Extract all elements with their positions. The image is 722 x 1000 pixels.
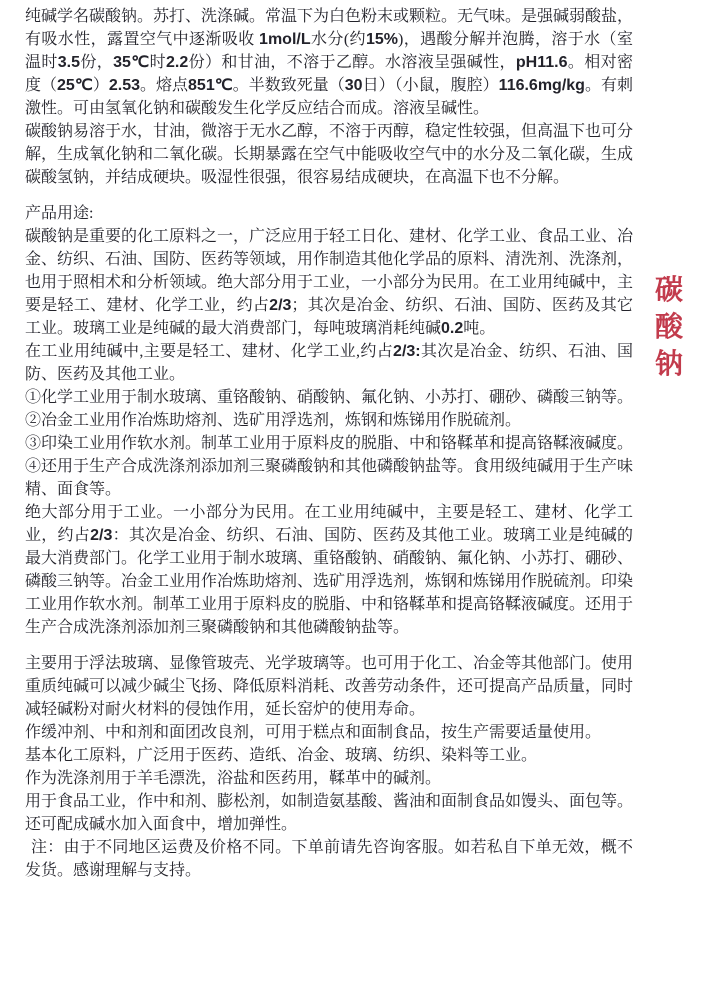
- uses-overview: 碳酸钠是重要的化工原料之一，广泛应用于轻工日化、建材、化学工业、食品工业、冶金、纺织、石油、国防、医药等领域，用作制造其他化学品的原料、清洗剂、洗涤剂，也用于照相术和分析领域。绝大部分用于工业，一小部分为民用。在工业用纯碱中，主要是轻工、建材、化学工业，约占2/3；其次是冶金、纺织、石油、国防、医药及其它工业。玻璃工业是纯碱的最大消费部门，每吨玻璃消耗纯碱0.2吨。: [25, 228, 634, 337]
- side-label-char: 酸: [654, 312, 683, 343]
- bold-value: 2/3: [90, 527, 113, 544]
- use-metallurgy: ②冶金工业用作冶炼助熔剂、选矿用浮选剂，炼钢和炼锑用作脱硫剂。: [25, 412, 522, 429]
- side-label-char: 钠: [654, 349, 683, 380]
- bold-value: 2.2: [165, 54, 189, 71]
- bold-value: 2/3:: [393, 343, 421, 360]
- bold-value: 30: [344, 77, 363, 94]
- basic-raw-material: 基本化工原料，广泛用于医药、造纸、冶金、玻璃、纺织、染料等工业。: [25, 747, 538, 764]
- bold-value: 2/3: [269, 297, 292, 314]
- food-buffer-use: 作缓冲剂、中和剂和面团改良剂，可用于糕点和面制食品，按生产需要适量使用。: [25, 724, 602, 741]
- use-chemical-industry: ①化学工业用于制水玻璃、重铬酸钠、硝酸钠、氟化钠、小苏打、硼砂、磷酸三钠等。: [25, 389, 634, 406]
- food-industry-use: 用于食品工业，作中和剂、膨松剂，如制造氨基酸、酱油和面制食品如馒头、面包等。还可配成碱水加入面食中，增加弹性。: [25, 793, 634, 833]
- uses-summary: 绝大部分用于工业。一小部分为民用。在工业用纯碱中，主要是轻工、建材、化学工业，约占2/3：其次是冶金、纺织、石油、国防、医药及其他工业。玻璃工业是纯碱的最大消费部门。化学工业用于制水玻璃、重铬酸钠、硝酸钠、氟化钠、小苏打、硼砂、磷酸三钠等。冶金工业用作冶炼助熔剂、选矿用浮选剂，炼钢和炼锑用作脱硫剂。印染工业用作软水剂。制革工业用于原料皮的脱脂、中和铬鞣革和提高铬鞣液碱度。还用于生产合成洗涤剂添加剂三聚磷酸钠和其他磷酸钠盐等。: [25, 504, 634, 636]
- document-body: [25, 5, 633, 882]
- seller-note: 注：由于不同地区运费及价格不同。下单前请先咨询客服。如若私自下单无效，概不发货。感谢理解与支持。: [25, 839, 633, 879]
- vertical-product-title: [655, 277, 683, 379]
- stability: 碳酸钠易溶于水，甘油，微溶于无水乙醇，不溶于丙醇，稳定性较强，但高温下也可分解，生成氧化钠和二氧化碳。长期暴露在空气中能吸收空气中的水分及二氧化碳，生成碳酸氢钠，并结成硬块。吸湿性很强，很容易结成硬块，在高温下也不分解。: [25, 123, 634, 186]
- bold-value: 35℃: [113, 54, 150, 71]
- bold-value: 116.6mg/kg: [498, 77, 585, 94]
- wool-washing-use: 作为洗涤剂用于羊毛漂洗，浴盐和医药用，鞣革中的碱剂。: [25, 770, 442, 787]
- physical-properties: 纯碱学名碳酸钠。苏打、洗涤碱。常温下为白色粉末或颗粒。无气味。是强碱弱酸盐，有吸水性，露置空气中逐渐吸收 1mol/L水分(约15%)，遇酸分解并泡腾，溶于水（室温时3.5份，35℃时2.2份）和甘油，不溶于乙醇。水溶液呈强碱性，pH11.6。相对密度（25℃）2.53。熔点851℃。半数致死量（30日）（小鼠，腹腔）116.6mg/kg。有刺激性。可由氢氧化钠和碳酸发生化学反应结合而成。溶液呈碱性。: [25, 8, 634, 117]
- bold-value: 1mol/L: [259, 31, 311, 48]
- side-label-char: 碳: [654, 275, 683, 306]
- bold-value: 3.5: [57, 54, 80, 71]
- bold-value: 15%: [365, 31, 398, 48]
- use-detergent-additive: ④还用于生产合成洗涤剂添加剂三聚磷酸钠和其他磷酸钠盐等。食用级纯碱用于生产味精、面食等。: [25, 458, 634, 498]
- section-title-uses: 产品用途:: [25, 205, 94, 222]
- glass-applications: 主要用于浮法玻璃、显像管玻壳、光学玻璃等。也可用于化工、冶金等其他部门。使用重质纯碱可以减少碱尘飞扬、降低原料消耗、改善劳动条件，还可提高产品质量，同时减轻碱粉对耐火材料的侵蚀作用，延长窑炉的使用寿命。: [25, 655, 634, 718]
- bold-value: 851℃: [188, 77, 233, 94]
- bold-value: 0.2: [441, 320, 464, 337]
- bold-value: pH11.6: [515, 54, 568, 71]
- use-printing-dyeing: ③印染工业用作软水剂。制革工业用于原料皮的脱脂、中和铬鞣革和提高铬鞣液碱度。: [25, 435, 634, 452]
- industrial-breakdown: 在工业用纯碱中,主要是轻工、建材、化学工业,约占2/3:其次是冶金、纺织、石油、国防、医药及其他工业。: [25, 343, 633, 383]
- bold-value: 25℃: [57, 77, 93, 94]
- bold-value: 2.53: [108, 77, 140, 94]
